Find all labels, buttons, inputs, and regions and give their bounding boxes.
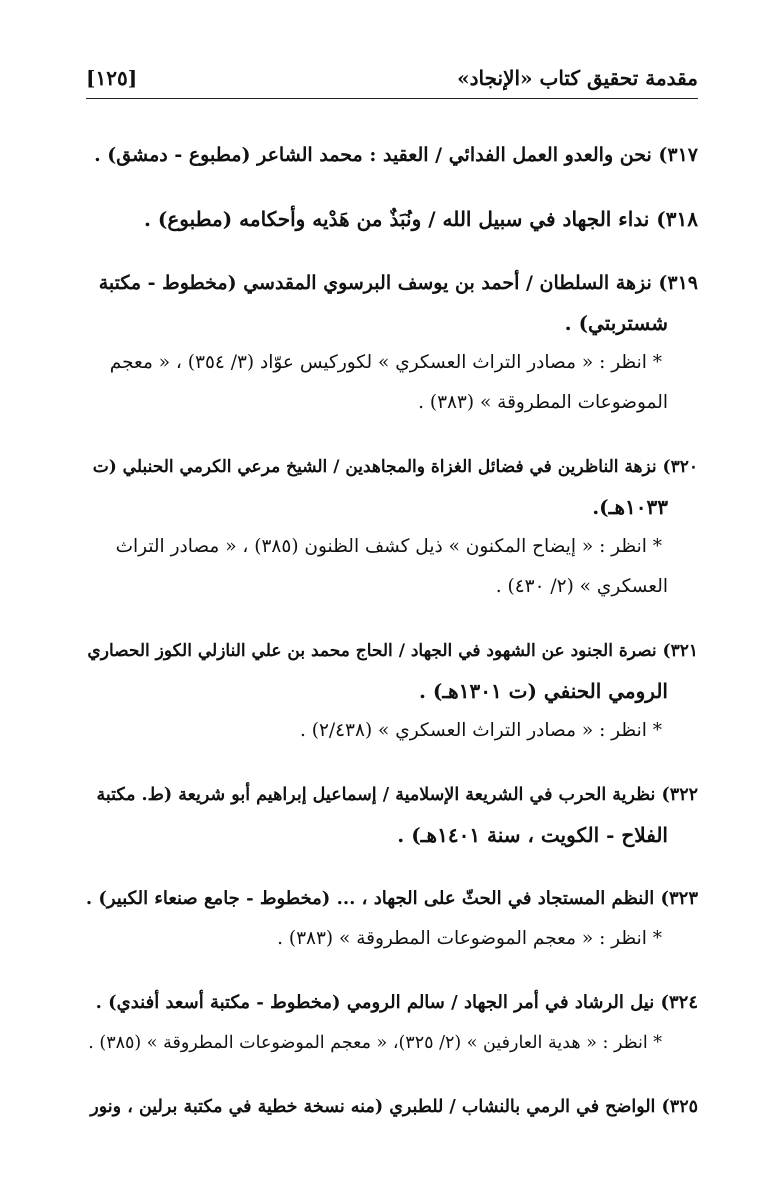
entry-title-line: ٣٢٤) نيل الرشاد في أمر الجهاد / سالم الرومي (مخطوط - مكتبة أسعد أفندي) . (95, 992, 698, 1013)
entry-note-line: * انظر : « إيضاح المكنون » ذيل كشف الظنون (٣٨٥) ، « مصادر التراث (115, 536, 662, 557)
entry-title-line: ٣١٧) نحن والعدو العمل الفدائي / العقيد : محمد الشاعر (مطبوع - دمشق) . (94, 144, 698, 166)
entries-list (86, 135, 698, 1127)
entry-note-line: العسكري » (٢/ ٤٣٠) . (495, 576, 668, 597)
entry-title-line: ٣٢٠) نزهة الناظرين في فضائل الغزاة والمجاهدين / الشيخ مرعي الكرمي الحنبلي (ت (92, 457, 698, 477)
entry-continuation-line: شستربتي) . (564, 311, 668, 335)
entry-note-line: * انظر : « مصادر التراث العسكري » لكوركيس عوّاد (٣/ ٣٥٤) ، « معجم (109, 352, 662, 373)
bibliography-entry (86, 631, 698, 751)
page-number: [١٢٥] (86, 66, 138, 90)
bibliography-entry (86, 447, 698, 607)
entry-title-line: ٣٢١) نصرة الجنود عن الشهود في الجهاد / الحاج محمد بن علي النازلي الكوز الحصاري (87, 641, 698, 661)
entry-continuation-line: الفلاح - الكويت ، سنة ١٤٠١هـ) . (397, 823, 668, 847)
bibliography-entry (86, 263, 698, 423)
bibliography-entry (86, 775, 698, 855)
entry-title-line: ٣١٨) نداء الجهاد في سبيل الله / ونُبَذٌ من هَدْيه وأحكامه (مطبوع) . (143, 207, 698, 231)
entry-continuation-line: الرومي الحنفي (ت ١٣٠١هـ) . (418, 679, 668, 703)
entry-note-line: * انظر : « هدية العارفين » (٢/ ٣٢٥)، « معجم الموضوعات المطروقة » (٣٨٥) . (88, 1033, 662, 1053)
header-title: مقدمة تحقيق كتاب «الإنجاد» (457, 66, 698, 90)
bibliography-entry (86, 199, 698, 239)
entry-continuation-line: ١٠٣٣هـ). (592, 495, 668, 519)
bibliography-entry (86, 135, 698, 175)
running-header (86, 66, 698, 99)
entry-note-line: الموضوعات المطروقة » (٣٨٣) . (418, 392, 668, 413)
bibliography-entry (86, 879, 698, 959)
entry-note-line: * انظر : « مصادر التراث العسكري » (٢/٤٣٨) . (299, 720, 662, 741)
entry-title-line: ٣٢٣) النظم المستجاد في الحثّ على الجهاد ، ... (مخطوط - جامع صنعاء الكبير) . (85, 888, 698, 909)
entry-title-line: ٣١٩) نزهة السلطان / أحمد بن يوسف البرسوي المقدسي (مخطوط - مكتبة (98, 272, 698, 294)
bibliography-entry (86, 1087, 698, 1127)
bibliography-entry (86, 983, 698, 1063)
entry-title-line: ٣٢٥) الواضح في الرمي بالنشاب / للطبري (منه نسخة خطية في مكتبة برلين ، ونور (90, 1097, 698, 1117)
entry-note-line: * انظر : « معجم الموضوعات المطروقة » (٣٨٣) . (277, 928, 662, 949)
entry-title-line: ٣٢٢) نظرية الحرب في الشريعة الإسلامية / إسماعيل إبراهيم أبو شريعة (ط. مكتبة (96, 785, 698, 805)
